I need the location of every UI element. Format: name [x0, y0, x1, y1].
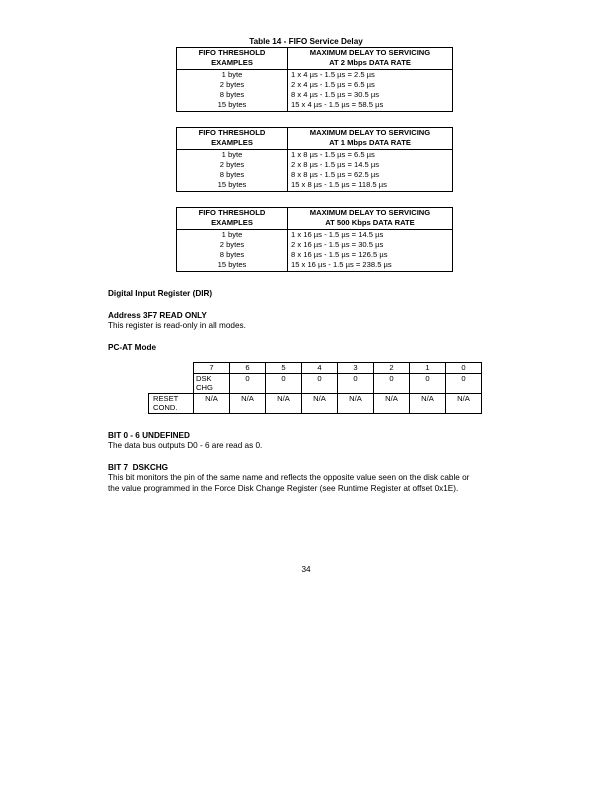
bit-number-row: [149, 363, 482, 374]
reset-row: [149, 393, 482, 413]
bit-name: 0: [410, 373, 446, 393]
section-title: Digital Input Register (DIR): [108, 289, 213, 298]
table-row: [177, 229, 453, 271]
bit-name: 0: [302, 373, 338, 393]
bit7-text-line: the value programmed in the Force Disk Change Register (see Runtime Register at offset 0x1E).: [108, 484, 459, 493]
bit-name-row: [149, 373, 482, 393]
reset-value: N/A: [374, 393, 410, 413]
bit-number: 1: [410, 363, 446, 374]
reset-value: N/A: [194, 393, 230, 413]
bit-number: 4: [302, 363, 338, 374]
bit7-heading: BIT 7 DSKCHG: [108, 463, 169, 472]
delay-cell: 1 x 16 µs - 1.5 µs = 14.5 µs 2 x 16 µs - 1.5 µs = 30.5 µs 8 x 16 µs - 1.5 µs = 126.5 µs 15 x 16 µs - 1.5 µs = 238.5 µs: [288, 229, 453, 271]
bit-number: 0: [446, 363, 482, 374]
table-header-row: [177, 128, 453, 150]
delay-header: MAXIMUM DELAY TO SERVICING AT 2 Mbps DATA RATE: [288, 48, 453, 70]
bit-name: DSK CHG: [194, 373, 230, 393]
fifo-table-500kbps: [176, 207, 453, 272]
address-heading: Address 3F7 READ ONLY: [108, 311, 207, 320]
bit-number: 7: [194, 363, 230, 374]
table-row: [177, 69, 453, 111]
fifo-table-1mbps: [176, 127, 453, 192]
delay-header: MAXIMUM DELAY TO SERVICING AT 1 Mbps DATA RATE: [288, 128, 453, 150]
bit-number: 3: [338, 363, 374, 374]
threshold-cell: 1 byte 2 bytes 8 bytes 15 bytes: [177, 229, 288, 271]
reset-value: N/A: [302, 393, 338, 413]
register-bit-table: [148, 362, 482, 414]
bit-name: 0: [338, 373, 374, 393]
table-caption: Table 14 - FIFO Service Delay: [249, 37, 363, 46]
threshold-header: FIFO THRESHOLD EXAMPLES: [177, 48, 288, 70]
table-row: [177, 149, 453, 191]
bit06-heading: BIT 0 - 6 UNDEFINED: [108, 431, 190, 440]
threshold-cell: 1 byte 2 bytes 8 bytes 15 bytes: [177, 149, 288, 191]
page-number: 34: [301, 565, 311, 574]
bit-number: 2: [374, 363, 410, 374]
threshold-header: FIFO THRESHOLD EXAMPLES: [177, 208, 288, 230]
reset-value: N/A: [446, 393, 482, 413]
fifo-table-2mbps: [176, 47, 453, 112]
readonly-text: This register is read-only in all modes.: [108, 321, 246, 330]
reset-value: N/A: [338, 393, 374, 413]
table-header-row: [177, 208, 453, 230]
bit7-text-line: This bit monitors the pin of the same name and reflects the opposite value seen on the disk cable or: [108, 473, 470, 482]
reset-label: RESET COND.: [149, 393, 194, 413]
bit-name: 0: [266, 373, 302, 393]
reset-value: N/A: [410, 393, 446, 413]
bit-number: 6: [230, 363, 266, 374]
threshold-header: FIFO THRESHOLD EXAMPLES: [177, 128, 288, 150]
delay-header: MAXIMUM DELAY TO SERVICING AT 500 Kbps DATA RATE: [288, 208, 453, 230]
bit-name: 0: [230, 373, 266, 393]
table-header-row: [177, 48, 453, 70]
bit-name: 0: [446, 373, 482, 393]
delay-cell: 1 x 8 µs - 1.5 µs = 6.5 µs 2 x 8 µs - 1.5 µs = 14.5 µs 8 x 8 µs - 1.5 µs = 62.5 µs 15 x 8 µs - 1.5 µs = 118.5 µs: [288, 149, 453, 191]
threshold-cell: 1 byte 2 bytes 8 bytes 15 bytes: [177, 69, 288, 111]
bit-name: 0: [374, 373, 410, 393]
bit06-text: The data bus outputs D0 - 6 are read as 0.: [108, 441, 263, 450]
bit-number: 5: [266, 363, 302, 374]
reset-value: N/A: [266, 393, 302, 413]
mode-heading: PC-AT Mode: [108, 343, 157, 352]
reset-value: N/A: [230, 393, 266, 413]
delay-cell: 1 x 4 µs - 1.5 µs = 2.5 µs 2 x 4 µs - 1.5 µs = 6.5 µs 8 x 4 µs - 1.5 µs = 30.5 µs 15 x 4 µs - 1.5 µs = 58.5 µs: [288, 69, 453, 111]
